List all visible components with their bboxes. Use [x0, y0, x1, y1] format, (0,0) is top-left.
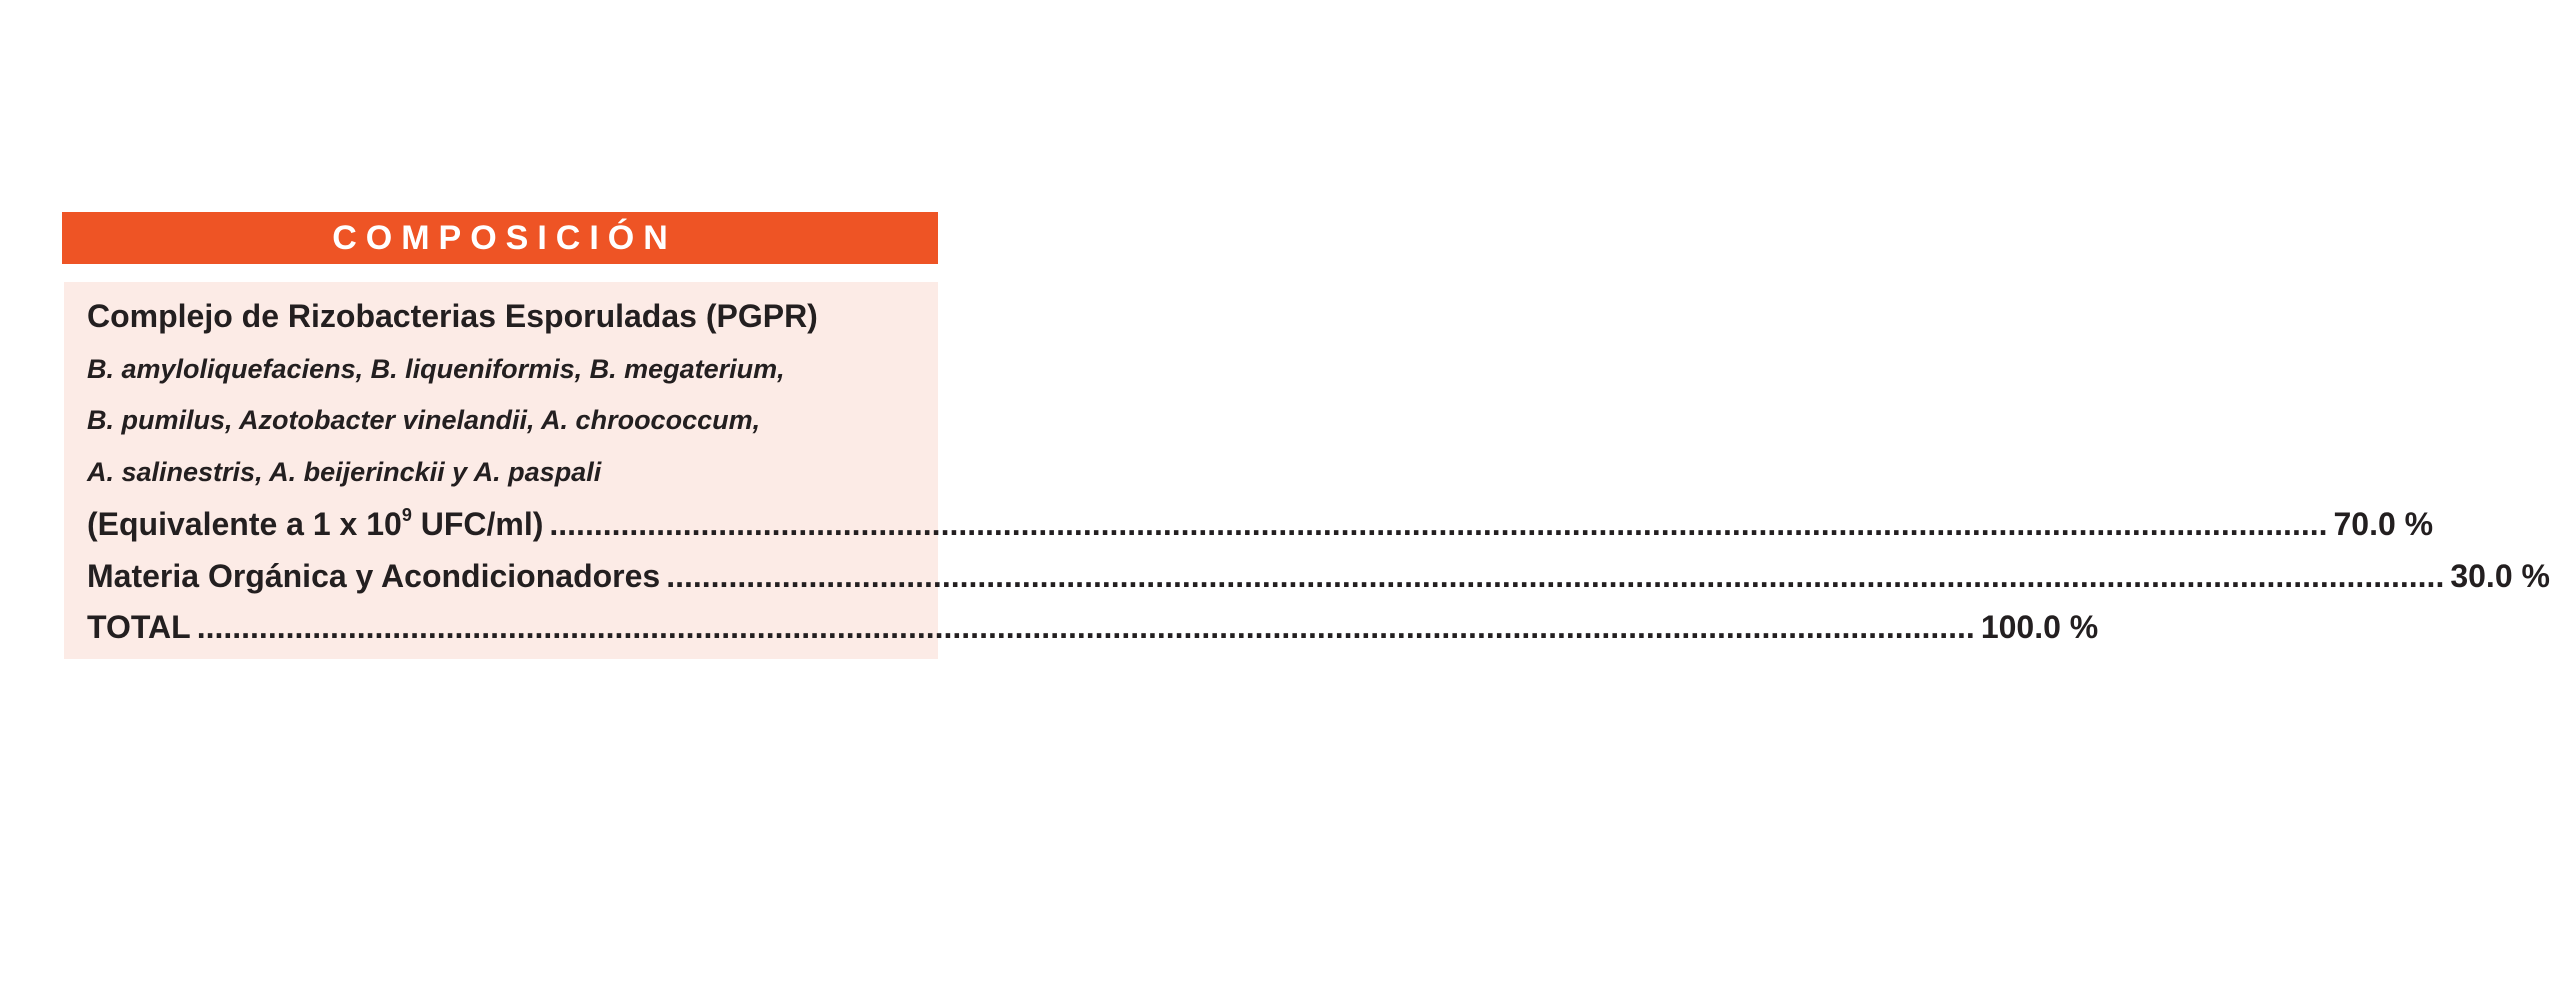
dot-leader: ........................................................................................................................................................................................................: [549, 506, 2328, 542]
composition-row-equivalent: [87, 505, 2434, 542]
dot-leader: ........................................................................................................................................................................................................: [666, 558, 2445, 594]
row-value: 70.0 %: [2333, 506, 2434, 542]
species-line: B. pumilus, Azotobacter vinelandii, A. chroococcum,: [87, 405, 761, 435]
row-label-suffix: UFC/ml): [411, 506, 544, 542]
row-label: [87, 505, 544, 542]
composition-panel: [64, 282, 2550, 659]
composition-title: COMPOSICIÓN: [332, 219, 677, 257]
row-label-exponent: 9: [401, 505, 412, 525]
composition-row-organic-matter: [87, 558, 2550, 594]
row-label: TOTAL: [87, 609, 191, 645]
row-label: Materia Orgánica y Acondicionadores: [87, 558, 661, 594]
row-value: 30.0 %: [2450, 558, 2550, 594]
composition-header-bar: [62, 212, 938, 264]
dot-leader: ........................................................................................................................................................................................................: [196, 609, 1975, 645]
species-line: B. amyloliquefaciens, B. liqueniformis, B. megaterium,: [87, 354, 785, 384]
row-label-prefix: (Equivalente a 1 x 10: [87, 506, 402, 542]
row-value: 100.0 %: [1980, 609, 2099, 645]
species-line: A. salinestris, A. beijerinckii y A. paspali: [87, 457, 602, 487]
complex-heading: Complejo de Rizobacterias Esporuladas (PGPR): [87, 298, 818, 334]
composition-row-total: [87, 609, 2099, 645]
